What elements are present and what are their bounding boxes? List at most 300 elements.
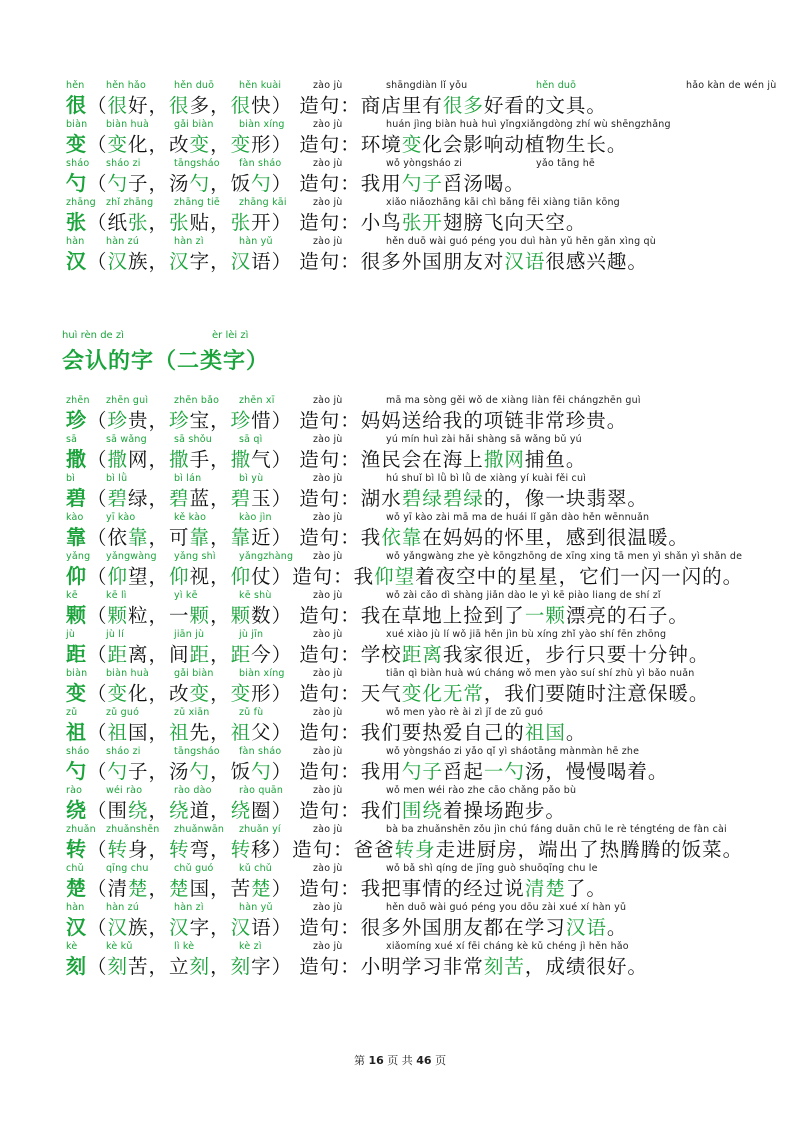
pinyin-row <box>66 902 760 915</box>
pinyin-text: zào jù <box>313 746 343 757</box>
hanzi-text: 走进厨房，端出了热腾腾的饭菜。 <box>435 838 744 861</box>
hanzi-row <box>66 681 709 706</box>
hanzi-text: 着操场跑步。 <box>442 799 566 822</box>
vocab-line <box>66 590 760 628</box>
vocab-line <box>66 551 760 589</box>
hanzi-text: 身， <box>128 838 170 861</box>
hanzi-text: ， <box>148 211 170 234</box>
pinyin-text: tiān qì biàn huà wú cháng wǒ men yào suí shí zhù yì bǎo nuǎn <box>386 668 695 679</box>
hanzi-text: 族， <box>128 916 170 939</box>
hanzi-row <box>66 876 607 901</box>
pinyin-text: zǔ fù <box>239 707 264 718</box>
footer-total-pages: 46 <box>416 1054 432 1067</box>
hanzi-text: 了。 <box>565 877 607 900</box>
hanzi-text: 。 <box>565 721 587 744</box>
hanzi-text: 撒网 <box>483 448 525 471</box>
pinyin-text: hěn duō <box>174 80 215 91</box>
pinyin-text: hàn <box>66 902 85 913</box>
hanzi-row <box>66 954 648 979</box>
pinyin-text: zào jù <box>313 197 343 208</box>
hanzi-text: 刻 <box>230 955 252 978</box>
hanzi-row <box>66 408 627 433</box>
hanzi-text: 化，改 <box>128 133 190 156</box>
vocab-line <box>66 824 760 862</box>
hanzi-text: 造句：天气 <box>292 682 402 705</box>
hanzi-text: 形） <box>251 133 293 156</box>
head-character: 距 <box>66 642 87 666</box>
pinyin-text: zhēn guì <box>106 395 149 406</box>
hanzi-text: 刻 <box>107 955 129 978</box>
pinyin-text: chǔ <box>66 863 84 874</box>
hanzi-row <box>66 132 627 157</box>
pinyin-text: jù jīn <box>239 629 264 640</box>
pinyin-text: yǎng <box>66 551 91 562</box>
hanzi-text: 张 <box>230 211 252 234</box>
pinyin-text: hěn kuài <box>239 80 282 91</box>
hanzi-text: 依靠 <box>381 526 423 549</box>
hanzi-text: 变 <box>401 133 423 156</box>
pinyin-text: zhuǎn <box>66 824 96 835</box>
pinyin-text: yī kào <box>106 512 136 523</box>
vocab-line <box>66 785 760 823</box>
hanzi-text: 。 <box>606 916 628 939</box>
hanzi-text: ， <box>210 643 231 666</box>
pinyin-text: sā <box>66 434 78 445</box>
hanzi-text: 先， <box>189 721 231 744</box>
hanzi-text: （ <box>87 643 108 666</box>
hanzi-text: 舀起 <box>442 760 484 783</box>
pinyin-text: hěn duō wài guó péng you duì hàn yǔ hěn gǎn xìng qù <box>386 236 656 247</box>
hanzi-text: ） <box>271 172 293 195</box>
hanzi-row <box>66 837 743 862</box>
hanzi-row <box>66 93 607 118</box>
hanzi-text: 漂亮的石子。 <box>565 604 689 627</box>
hanzi-text: 翅膀飞向天空。 <box>442 211 587 234</box>
hanzi-text: 转 <box>230 838 252 861</box>
footer-page-number: 16 <box>368 1054 384 1067</box>
hanzi-row <box>66 720 586 745</box>
pinyin-text: rào <box>66 785 83 796</box>
hanzi-text: 勺 <box>189 172 211 195</box>
pinyin-text: hàn zú <box>106 236 140 247</box>
pinyin-text: zào jù <box>313 119 343 130</box>
hanzi-text: 颗 <box>107 604 129 627</box>
pinyin-row <box>66 197 760 210</box>
head-character: 变 <box>66 132 87 156</box>
hanzi-text: 在妈妈的怀里，感到很温暖。 <box>422 526 689 549</box>
hanzi-text: ， <box>210 682 231 705</box>
hanzi-text: ） <box>271 877 293 900</box>
pinyin-text: kào jìn <box>239 512 272 523</box>
hanzi-text: 离，间 <box>128 643 190 666</box>
hanzi-text: 族， <box>128 250 170 273</box>
pinyin-text: zào jù <box>313 395 343 406</box>
hanzi-text: 圈） <box>251 799 293 822</box>
vocab-line <box>66 119 760 157</box>
hanzi-text: 造句：学校 <box>292 643 402 666</box>
head-character: 靠 <box>66 525 87 549</box>
hanzi-text: 造句：我用 <box>292 172 402 195</box>
hanzi-text: （ <box>87 565 108 588</box>
footer-suffix: 页 <box>435 1054 447 1067</box>
pinyin-text: bì <box>66 473 76 484</box>
pinyin-text: qīng chu <box>106 863 149 874</box>
hanzi-text: 汉 <box>107 916 129 939</box>
hanzi-text: 国， <box>128 721 170 744</box>
pinyin-text: gǎi biàn <box>174 119 214 130</box>
hanzi-text: 开） <box>251 211 293 234</box>
hanzi-text: 勺 <box>107 760 129 783</box>
pinyin-text: zào jù <box>313 707 343 718</box>
hanzi-text: 变化无常 <box>401 682 484 705</box>
hanzi-text: 变 <box>230 133 252 156</box>
pinyin-text: jù lí <box>106 629 124 640</box>
pinyin-text: kǔ chǔ <box>239 863 273 874</box>
pinyin-row <box>66 668 760 681</box>
hanzi-row <box>66 642 709 667</box>
pinyin-text: sháo <box>66 746 90 757</box>
pinyin-text: zhuǎnwān <box>174 824 225 835</box>
pinyin-text: zào jù <box>313 629 343 640</box>
top-vocab-section <box>66 80 777 275</box>
pinyin-text: wǒ zài cǎo dì shàng jiǎn dào le yì kē piào liang de shí zǐ <box>386 590 661 601</box>
hanzi-text: 绕 <box>230 799 252 822</box>
hanzi-text: 一颗 <box>524 604 566 627</box>
hanzi-text: 蓝， <box>189 487 231 510</box>
hanzi-text: 化，改 <box>128 682 190 705</box>
hanzi-text: 祖 <box>169 721 190 744</box>
pinyin-text: bì lǜ <box>106 473 128 484</box>
hanzi-text: 楚 <box>128 877 149 900</box>
hanzi-text: 移）造句：爸爸 <box>251 838 395 861</box>
pinyin-text: zào jù <box>313 668 343 679</box>
hanzi-text: （ <box>87 955 108 978</box>
pinyin-text: zǔ guó <box>106 707 140 718</box>
head-character: 勺 <box>66 171 87 195</box>
hanzi-text: ， <box>148 799 170 822</box>
pinyin-text: rào dào <box>174 785 212 796</box>
hanzi-text: 粒，一 <box>128 604 190 627</box>
hanzi-row <box>66 249 648 274</box>
vocab-line <box>66 629 760 667</box>
pinyin-text: rào quān <box>239 785 284 796</box>
pinyin-text: shāngdiàn lǐ yǒu <box>386 80 468 91</box>
hanzi-text: 珍 <box>169 409 190 432</box>
pinyin-text: bì lán <box>174 473 202 484</box>
pinyin-row <box>66 512 760 525</box>
pinyin-text: kě kào <box>174 512 207 523</box>
hanzi-text: 汉 <box>169 250 190 273</box>
pinyin-text: fàn sháo <box>239 746 282 757</box>
hanzi-text: 惜） <box>251 409 293 432</box>
pinyin-text: sā qì <box>239 434 263 445</box>
hanzi-text: 宝， <box>189 409 231 432</box>
head-character: 珍 <box>66 408 87 432</box>
pinyin-row <box>66 551 760 564</box>
hanzi-text: 造句：我把事情的经过说 <box>292 877 525 900</box>
vocab-line <box>66 434 760 472</box>
hanzi-text: 汉 <box>107 250 129 273</box>
hanzi-text: 碧 <box>107 487 129 510</box>
hanzi-text: （ <box>87 838 108 861</box>
pinyin-text: hǎo kàn de wén jù <box>686 80 777 91</box>
hanzi-text: 造句：商店里有 <box>292 94 443 117</box>
head-character: 张 <box>66 210 87 234</box>
pinyin-text: biàn huà <box>106 119 149 130</box>
hanzi-text: 汉 <box>230 916 252 939</box>
hanzi-row <box>66 798 566 823</box>
hanzi-text: 刻苦 <box>483 955 525 978</box>
hanzi-text: 的，像一块翡翠。 <box>483 487 648 510</box>
hanzi-text: 清楚 <box>524 877 566 900</box>
pinyin-row <box>66 863 760 876</box>
pinyin-row <box>66 746 760 759</box>
vocab-line <box>66 80 777 118</box>
pinyin-text: kē lì <box>106 590 127 601</box>
vocab-line <box>66 668 760 706</box>
hanzi-text: 望， <box>128 565 170 588</box>
hanzi-text: 语） <box>251 916 293 939</box>
pinyin-text: fàn sháo <box>239 158 282 169</box>
hanzi-text: （ <box>87 94 108 117</box>
pinyin-text: wǒ yòngsháo zi <box>386 158 463 169</box>
pinyin-text: zhāng kāi <box>239 197 287 208</box>
hanzi-text: 变 <box>230 682 252 705</box>
pinyin-text: yǎo tāng hē <box>536 158 595 169</box>
pinyin-text: hěn duō wài guó péng you dōu zài xué xí hàn yǔ <box>386 902 627 913</box>
hanzi-text: （ <box>87 250 108 273</box>
hanzi-text: 一勺 <box>483 760 525 783</box>
pinyin-text: wǒ yǎngwàng zhe yè kōngzhōng de xīng xing tā men yì shǎn yì shǎn de <box>386 551 743 562</box>
pinyin-text: sháo zi <box>106 746 141 757</box>
hanzi-text: 很 <box>230 94 252 117</box>
hanzi-text: 形） <box>251 682 293 705</box>
hanzi-text: 造句：渔民会在海上 <box>292 448 484 471</box>
pinyin-text: huán jìng biàn huà huì yǐngxiǎngdòng zhí wù shēngzhǎng <box>386 119 671 130</box>
hanzi-text: 造句：环境 <box>292 133 402 156</box>
hanzi-text: 化会影响动植物生长。 <box>422 133 628 156</box>
pinyin-text: kè <box>66 941 78 952</box>
hanzi-text: 刻 <box>189 955 211 978</box>
pinyin-text: zhēn bǎo <box>174 395 220 406</box>
hanzi-text: 造句：小鸟 <box>292 211 402 234</box>
hanzi-text: 勺 <box>251 172 272 195</box>
hanzi-text: 仰 <box>230 565 252 588</box>
pinyin-text: zhēn <box>66 395 90 406</box>
section-heading-pinyin-2: èr lèi zì <box>212 330 249 341</box>
pinyin-text: zào jù <box>313 941 343 952</box>
hanzi-text: 字） <box>251 955 293 978</box>
hanzi-text: 碧 <box>169 487 190 510</box>
pinyin-text: sháo zi <box>106 158 141 169</box>
hanzi-text: 数） <box>251 604 293 627</box>
hanzi-text: 捕鱼。 <box>524 448 587 471</box>
hanzi-text: 今） <box>251 643 293 666</box>
hanzi-text: （ <box>87 760 108 783</box>
head-character: 汉 <box>66 249 87 273</box>
hanzi-text: 道， <box>189 799 231 822</box>
hanzi-text: 张 <box>169 211 190 234</box>
head-character: 汉 <box>66 915 87 939</box>
pinyin-row <box>66 119 760 132</box>
pinyin-text: kē shù <box>239 590 272 601</box>
pinyin-text: biàn <box>66 119 88 130</box>
hanzi-text: 我家很近，步行只要十分钟。 <box>442 643 710 666</box>
hanzi-text: 贴， <box>189 211 231 234</box>
pinyin-text: jù <box>66 629 76 640</box>
pinyin-row <box>66 941 760 954</box>
head-character: 绕 <box>66 798 87 822</box>
hanzi-text: 祖 <box>107 721 129 744</box>
pinyin-text: biàn xíng <box>239 119 285 130</box>
hanzi-text: 造句：我用 <box>292 760 402 783</box>
hanzi-text: 距 <box>230 643 252 666</box>
hanzi-text: （ <box>87 916 108 939</box>
hanzi-text: 气） <box>251 448 293 471</box>
hanzi-text: （ <box>87 448 108 471</box>
hanzi-text: 弯， <box>189 838 231 861</box>
hanzi-text: 造句：很多外国朋友都在学习 <box>292 916 566 939</box>
pinyin-text: kè kǔ <box>106 941 133 952</box>
pinyin-text: bì yù <box>239 473 264 484</box>
vocab-line <box>66 158 760 196</box>
hanzi-text: 张开 <box>401 211 443 234</box>
hanzi-row <box>66 564 743 589</box>
hanzi-text: ，饭 <box>210 760 252 783</box>
head-character: 变 <box>66 681 87 705</box>
hanzi-row <box>66 525 689 550</box>
pinyin-text: hàn zú <box>106 902 140 913</box>
pinyin-text: hěn <box>66 80 85 91</box>
hanzi-text: ，可 <box>148 526 190 549</box>
pinyin-text: zhāng tiē <box>174 197 220 208</box>
hanzi-text: 珍 <box>107 409 129 432</box>
pinyin-text: zhāng <box>66 197 96 208</box>
hanzi-text: 字， <box>189 916 231 939</box>
hanzi-text: 距 <box>107 643 129 666</box>
pinyin-text: kē <box>66 590 78 601</box>
hanzi-text: 造句：湖水 <box>292 487 402 510</box>
pinyin-text: yǎngwàng <box>106 551 157 562</box>
head-character: 楚 <box>66 876 87 900</box>
pinyin-text: xiǎomíng xué xí fēi cháng kè kǔ chéng jì hěn hǎo <box>386 941 629 952</box>
hanzi-text: 珍 <box>230 409 252 432</box>
hanzi-text: 靠 <box>128 526 149 549</box>
pinyin-text: zào jù <box>313 863 343 874</box>
hanzi-text: 着夜空中的星星，它们一闪一闪的。 <box>415 565 744 588</box>
hanzi-text: （清 <box>87 877 129 900</box>
pinyin-text: wǒ men wéi rào zhe cāo chǎng pǎo bù <box>386 785 577 796</box>
hanzi-text: 很 <box>107 94 129 117</box>
vocab-line <box>66 512 760 550</box>
head-character: 很 <box>66 93 87 117</box>
hanzi-text: 撒 <box>230 448 252 471</box>
hanzi-row <box>66 171 525 196</box>
hanzi-text: 楚 <box>251 877 272 900</box>
pinyin-text: kào <box>66 512 84 523</box>
vocab-line <box>66 941 760 979</box>
hanzi-text: 好看的文具。 <box>483 94 607 117</box>
pinyin-text: zhēn xī <box>239 395 275 406</box>
hanzi-text: ，成绩很好。 <box>524 955 648 978</box>
vocab-line <box>66 197 760 235</box>
pinyin-text: hěn duō <box>536 80 577 91</box>
hanzi-text: 变 <box>189 682 211 705</box>
pinyin-text: zào jù <box>313 434 343 445</box>
hanzi-text: 造句：我们 <box>292 799 402 822</box>
pinyin-text: hàn yǔ <box>239 236 273 247</box>
pinyin-text: zào jù <box>313 80 343 91</box>
pinyin-text: tāngsháo <box>174 158 220 169</box>
hanzi-text: （ <box>87 172 108 195</box>
pinyin-row <box>66 434 760 447</box>
pinyin-text: wǒ yī kào zài mā ma de huái lǐ gǎn dào hěn wēnnuǎn <box>386 512 650 523</box>
pinyin-text: zào jù <box>313 590 343 601</box>
hanzi-text: 仗）造句：我 <box>251 565 375 588</box>
hanzi-text: 很感兴趣。 <box>545 250 648 273</box>
hanzi-text: ， <box>210 133 231 156</box>
hanzi-text: 勺子 <box>401 760 443 783</box>
hanzi-text: 汉语 <box>565 916 607 939</box>
pinyin-row <box>66 236 760 249</box>
hanzi-text: 国，苦 <box>189 877 252 900</box>
hanzi-text: 绕 <box>128 799 149 822</box>
hanzi-text: 子，汤 <box>128 172 190 195</box>
hanzi-row <box>66 759 668 784</box>
pinyin-text: wǒ bǎ shì qíng de jīng guò shuōqīng chu le <box>386 863 598 874</box>
hanzi-text: 造句：我 <box>292 526 382 549</box>
hanzi-text: 转 <box>107 838 129 861</box>
hanzi-row <box>66 486 648 511</box>
pinyin-text: hàn zì <box>174 236 204 247</box>
pinyin-text: biàn <box>66 668 88 679</box>
hanzi-text: 距 <box>189 643 211 666</box>
pinyin-text: zào jù <box>313 158 343 169</box>
head-character: 撒 <box>66 447 87 471</box>
hanzi-text: ， <box>148 877 170 900</box>
pinyin-text: yǎngzhàng <box>239 551 294 562</box>
hanzi-text: 碧绿碧绿 <box>401 487 484 510</box>
hanzi-text: 视， <box>189 565 231 588</box>
section-heading-title: 会认的字（二类字） <box>62 348 270 374</box>
hanzi-text: 好， <box>128 94 170 117</box>
hanzi-text: 勺 <box>189 760 211 783</box>
hanzi-row <box>66 210 586 235</box>
hanzi-text: 造句：妈妈送给我的项链非常珍贵。 <box>292 409 628 432</box>
pinyin-text: hàn yǔ <box>239 902 273 913</box>
pinyin-text: sā wǎng <box>106 434 147 445</box>
hanzi-row <box>66 447 586 472</box>
head-character: 刻 <box>66 954 87 978</box>
pinyin-text: zhuǎnshēn <box>106 824 160 835</box>
pinyin-text: zào jù <box>313 902 343 913</box>
pinyin-text: zào jù <box>313 824 343 835</box>
hanzi-row <box>66 915 627 940</box>
footer-prefix: 第 <box>353 1054 365 1067</box>
pinyin-text: hú shuǐ bì lǜ bì lǜ de xiàng yí kuài fěi cuì <box>386 473 587 484</box>
pinyin-text: zhǐ zhāng <box>106 197 154 208</box>
pinyin-row <box>66 473 760 486</box>
hanzi-text: ） <box>271 760 293 783</box>
head-character: 祖 <box>66 720 87 744</box>
hanzi-text: 网， <box>128 448 170 471</box>
vocab-line <box>66 746 760 784</box>
pinyin-text: zǔ xiān <box>174 707 210 718</box>
hanzi-text: 造句：小明学习非常 <box>292 955 484 978</box>
pinyin-text: zào jù <box>313 473 343 484</box>
pinyin-text: hěn hǎo <box>106 80 146 91</box>
hanzi-text: 很多 <box>442 94 484 117</box>
